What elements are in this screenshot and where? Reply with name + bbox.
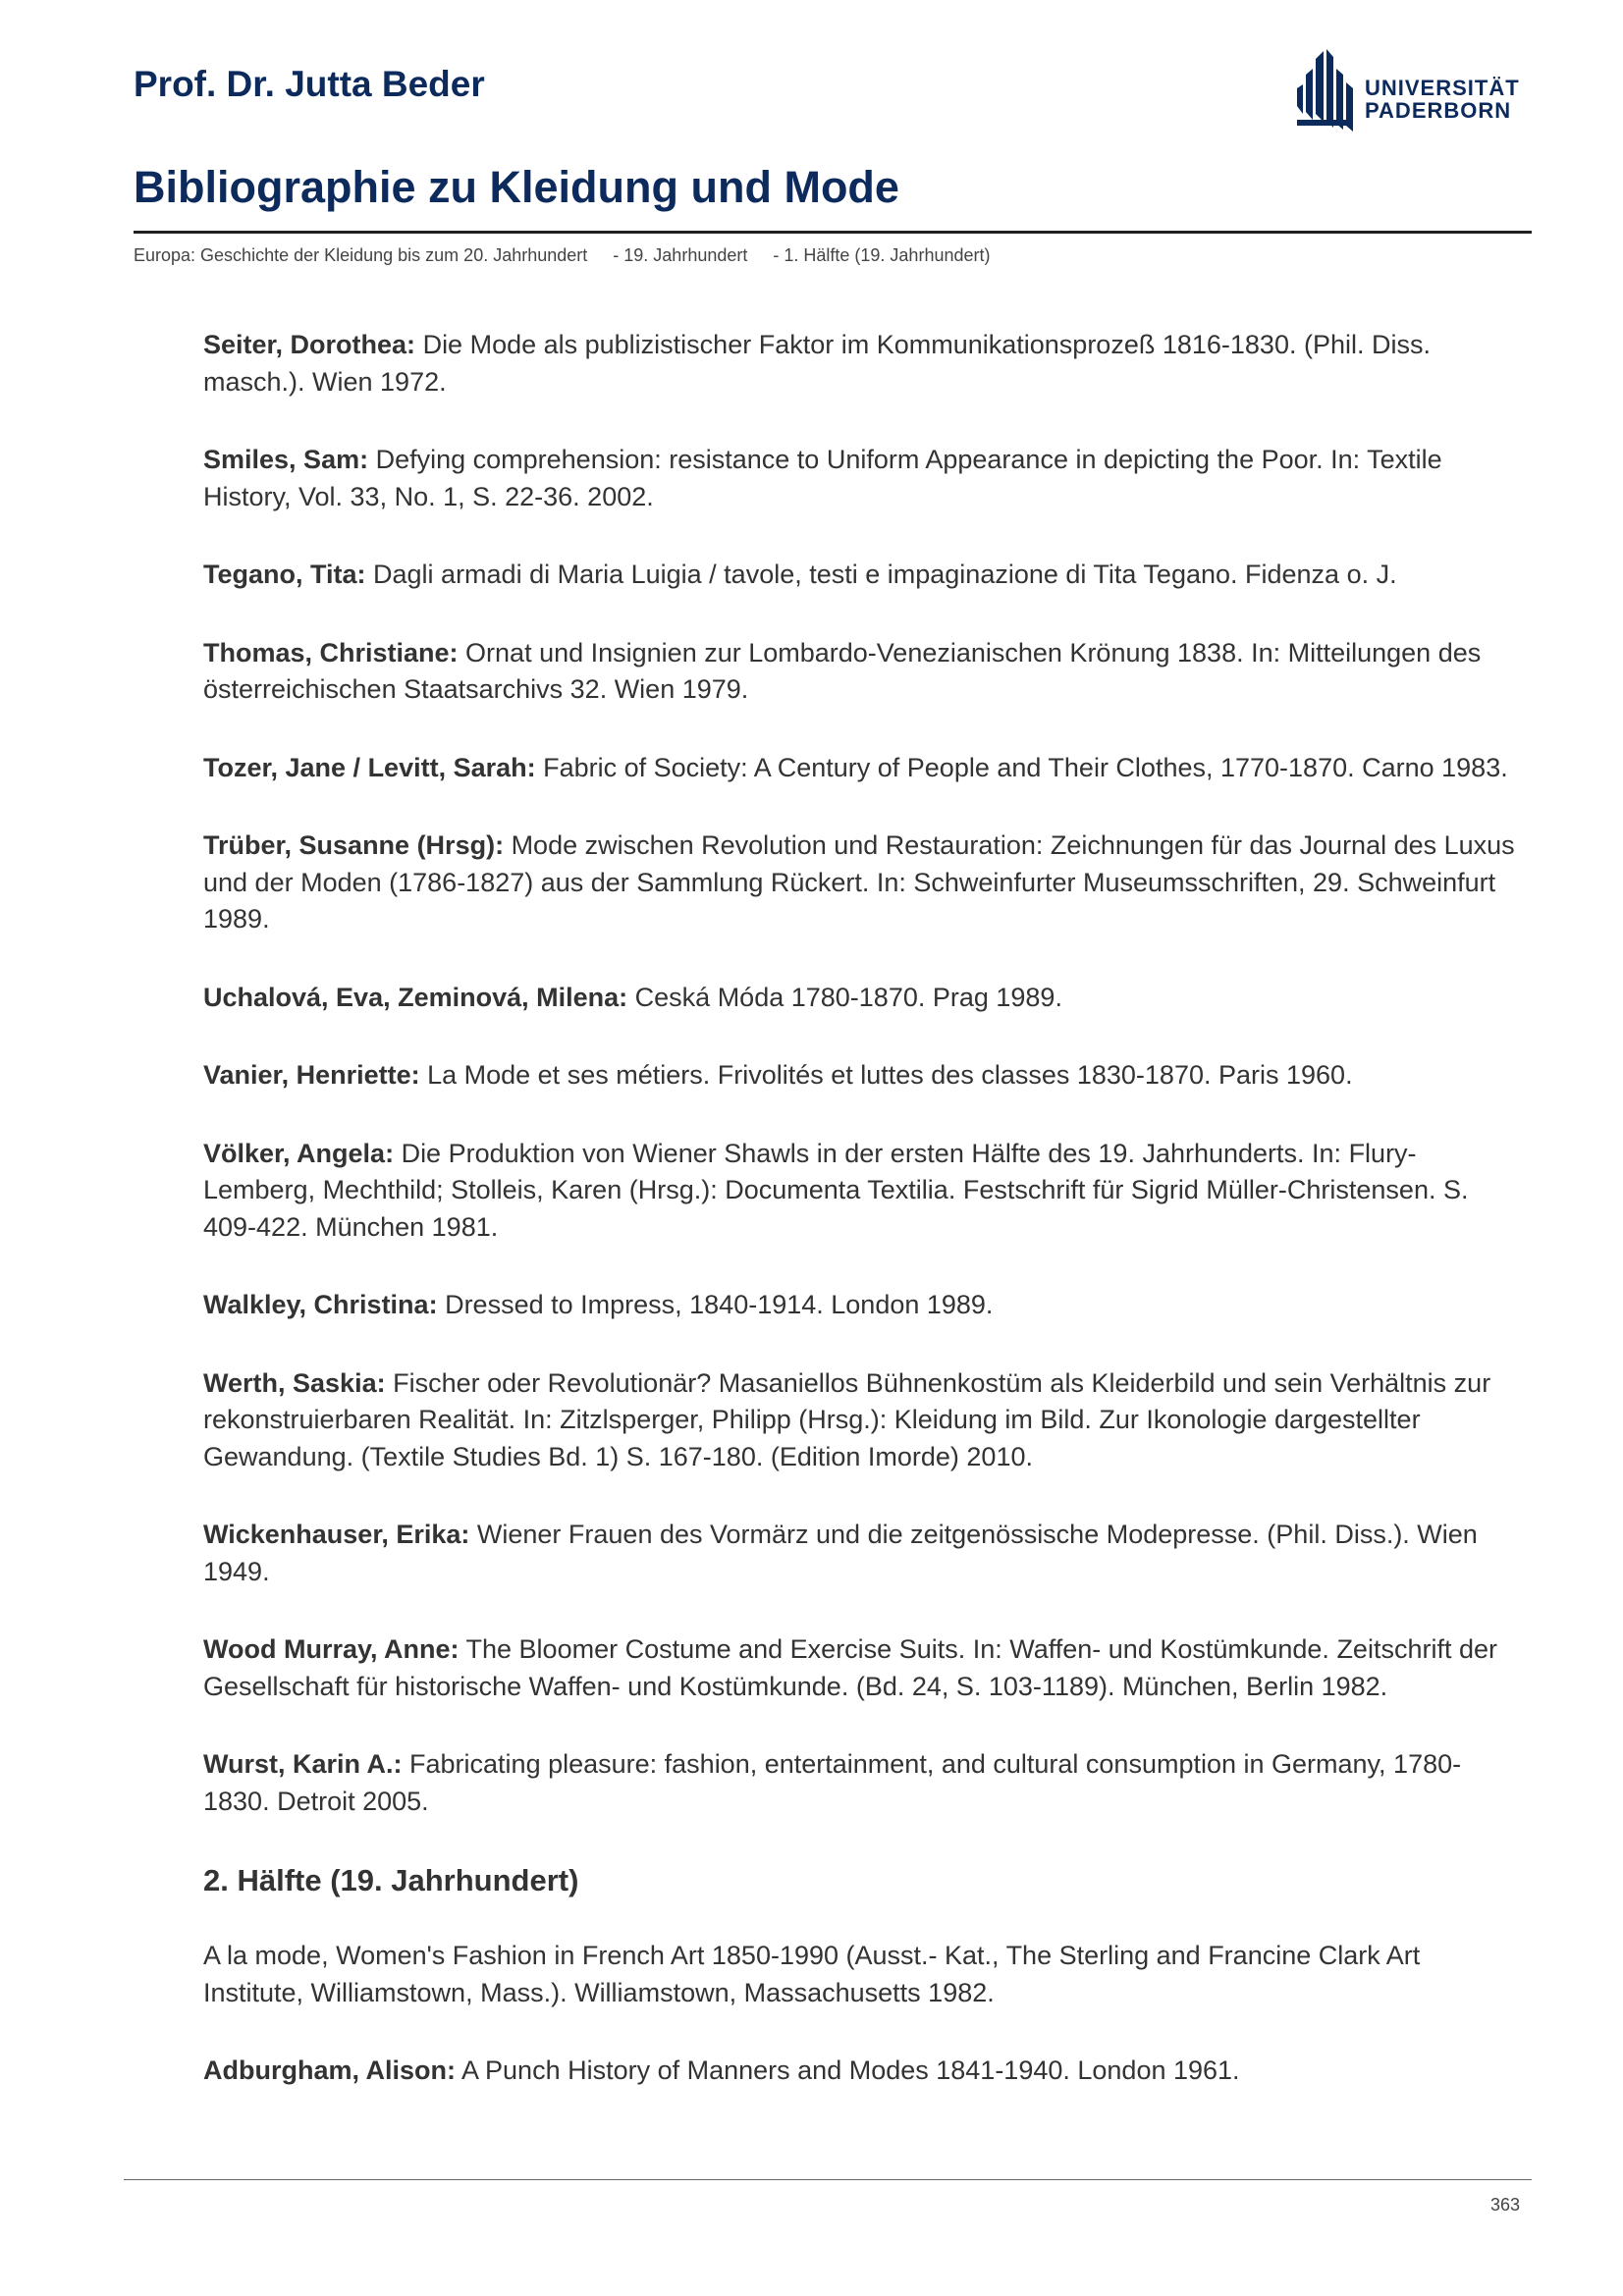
entry-author: Völker, Angela: <box>203 1138 395 1168</box>
bibliography-entry <box>203 1365 1519 1476</box>
breadcrumb-item: - 19. Jahrhundert <box>613 245 748 265</box>
bibliography-entry <box>203 327 1519 400</box>
entry-text: Dagli armadi di Maria Luigia / tavole, testi e impaginazione di Tita Tegano. Fidenza o. J. <box>365 560 1397 589</box>
bibliography-entry <box>203 1938 1519 2011</box>
title-divider <box>134 231 1532 234</box>
entry-author: Wickenhauser, Erika: <box>203 1520 470 1549</box>
breadcrumb <box>134 245 990 266</box>
entry-author: Seiter, Dorothea: <box>203 330 416 359</box>
author-name: Prof. Dr. Jutta Beder <box>134 64 485 104</box>
entry-text: La Mode et ses métiers. Frivolités et luttes des classes 1830-1870. Paris 1960. <box>419 1060 1353 1090</box>
entry-text: Die Mode als publizistischer Faktor im Kommunikationsprozeß 1816-1830. (Phil. Diss. masch.). Wien 1972. <box>203 330 1431 397</box>
entry-text: Dressed to Impress, 1840-1914. London 1989. <box>437 1290 994 1319</box>
entry-text: Ornat und Insignien zur Lombardo-Venezianischen Krönung 1838. In: Mitteilungen des österreichischen Staatsarchivs 32. Wien 1979. <box>203 637 1482 704</box>
entry-author: Uchalová, Eva, Zeminová, Milena: <box>203 982 628 1012</box>
page-number: 363 <box>1489 2195 1520 2215</box>
entry-author: Adburgham, Alison: <box>203 2056 456 2085</box>
bibliography-entry <box>203 1631 1519 1705</box>
entry-author: Wurst, Karin A.: <box>203 1749 403 1779</box>
entry-author: Vanier, Henriette: <box>203 1060 420 1090</box>
bibliography-entry <box>203 980 1519 1017</box>
entry-text: Fabric of Society: A Century of People and Their Clothes, 1770-1870. Carno 1983. <box>535 752 1508 782</box>
entry-text: Defying comprehension: resistance to Uniform Appearance in depicting the Poor. In: Textile History, Vol. 33, No. 1, S. 22-36. 2002. <box>203 445 1442 511</box>
entry-author: Tozer, Jane / Levitt, Sarah: <box>203 752 536 782</box>
bibliography-entry <box>203 828 1519 938</box>
breadcrumb-item: Europa: Geschichte der Kleidung bis zum 20. Jahrhundert <box>134 245 588 265</box>
breadcrumb-item: - 1. Hälfte (19. Jahrhundert) <box>773 245 991 265</box>
entry-text: Wiener Frauen des Vormärz und die zeitgenössische Modepresse. (Phil. Diss.). Wien 1949. <box>203 1520 1478 1586</box>
entry-author: Werth, Saskia: <box>203 1367 386 1398</box>
bibliography-entry <box>203 2053 1519 2090</box>
university-logo <box>1294 49 1530 133</box>
bibliography-entry <box>203 750 1519 787</box>
university-logo-icon <box>1294 49 1359 133</box>
bibliography-entry <box>203 1287 1519 1324</box>
bibliography-entry <box>203 1517 1519 1590</box>
entry-author: Tegano, Tita: <box>203 560 366 589</box>
bibliography-entry <box>203 1057 1519 1095</box>
logo-text-line2: PADERBORN <box>1365 98 1512 123</box>
bibliography-entry <box>203 557 1519 594</box>
entry-author: Smiles, Sam: <box>203 445 369 474</box>
entry-text: Ceská Móda 1780-1870. Prag 1989. <box>627 982 1062 1012</box>
bibliography-entry <box>203 442 1519 515</box>
footer-divider <box>124 2179 1532 2180</box>
entry-text: Fabricating pleasure: fashion, entertainment, and cultural consumption in Germany, 1780-1830. Detroit 2005. <box>203 1749 1462 1816</box>
bibliography-entry <box>203 635 1519 709</box>
entry-author: Wood Murray, Anne: <box>203 1634 460 1664</box>
entry-text: The Bloomer Costume and Exercise Suits. In: Waffen- und Kostümkunde. Zeitschrift der Gesellschaft für historische Waffen- und Kostümkunde. (Bd. 24, S. 103-1189). München, Berlin 1982. <box>203 1634 1497 1701</box>
logo-text-line1: UNIVERSITÄT <box>1365 76 1520 100</box>
document-title: Bibliographie zu Kleidung und Mode <box>134 162 899 212</box>
entry-text: Mode zwischen Revolution und Restauration: Zeichnungen für das Journal des Luxus und der Moden (1786-1827) aus der Sammlung Rückert. In: Schweinfurter Museumsschriften, 29. Schweinfurt 1989. <box>203 830 1515 934</box>
entry-author: Walkley, Christina: <box>203 1290 438 1319</box>
bibliography-list <box>203 327 1519 2131</box>
entry-text: A la mode, Women's Fashion in French Art 1850-1990 (Ausst.- Kat., The Sterling and Francine Clark Art Institute, Williamstown, Mass.). Williamstown, Massachusetts 1982. <box>203 1941 1421 2007</box>
bibliography-entry <box>203 1746 1519 1820</box>
entry-author: Thomas, Christiane: <box>203 637 459 667</box>
entry-text: Die Produktion von Wiener Shawls in der ersten Hälfte des 19. Jahrhunderts. In: Flury-Lemberg, Mechthild; Stolleis, Karen (Hrsg.): Documenta Textilia. Festschrift für Sigrid Müller-Christensen. S. 409-422. München 1981. <box>203 1138 1469 1242</box>
entry-author: Trüber, Susanne (Hrsg): <box>203 830 505 860</box>
entry-text: Fischer oder Revolutionär? Masaniellos Bühnenkostüm als Kleiderbild und sein Verhältnis zur rekonstruierbaren Realität. In: Zitzlsperger, Philipp (Hrsg.): Kleidung im Bild. Zur Ikonologie dargestellter Gewandung. (Textile Studies Bd. 1) S. 167-180. (Edition Imorde) 2010. <box>203 1367 1491 1471</box>
bibliography-entry <box>203 1136 1519 1247</box>
section-heading: 2. Hälfte (19. Jahrhundert) <box>203 1863 579 1897</box>
entry-text: A Punch History of Manners and Modes 1841-1940. London 1961. <box>456 2056 1240 2085</box>
